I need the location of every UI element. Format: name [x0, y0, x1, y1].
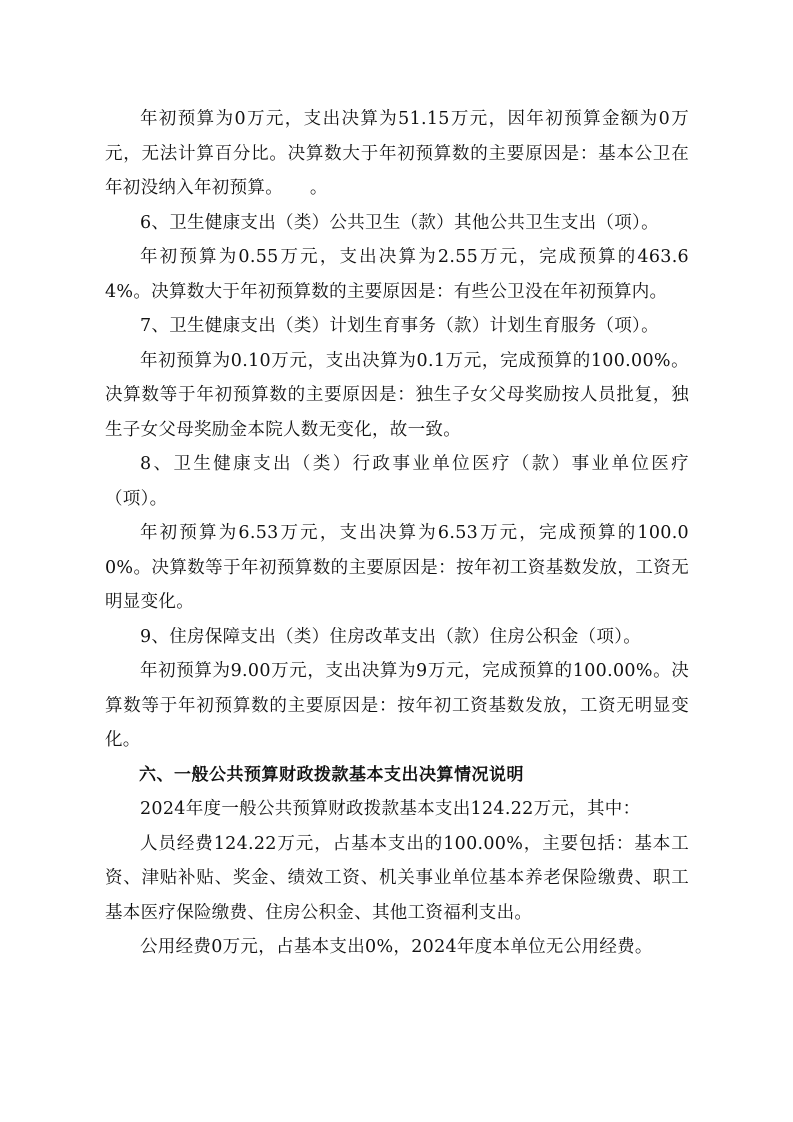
paragraph-item-8-detail: 年初预算为6.53万元，支出决算为6.53万元，完成预算的100.00%。决算数等于年初预算数的主要原因是：按年初工资基数发放，工资无明显变化。: [105, 523, 689, 612]
paragraph-item-9-detail: 年初预算为9.00万元，支出决算为9万元，完成预算的100.00%。决算数等于年初预算数的主要原因是：按年初工资基数发放，工资无明显变化。: [105, 661, 689, 750]
paragraph-basic-expenditure-total: 2024年度一般公共预算财政拨款基本支出124.22万元，其中：: [140, 799, 641, 819]
paragraph-public-expenses: 公用经费0万元，占基本支出0%，2024年度本单位无公用经费。: [140, 937, 653, 957]
section-heading: 六、一般公共预算财政拨款基本支出决算情况说明: [139, 764, 524, 785]
paragraph-item-6-detail: 年初预算为0.55万元，支出决算为2.55万元，完成预算的463.64%。决算数大于年初预算数的主要原因是：有些公卫没在年初预算内。: [105, 247, 689, 302]
item-7-title: 7、卫生健康支出（类）计划生育事务（款）计划生育服务（项）。: [140, 316, 659, 336]
paragraph-item-7-detail: 年初预算为0.10万元，支出决算为0.1万元，完成预算的100.00%。决算数等于年初预算数的主要原因是：独生子女父母奖励按人员批复，独生子女父母奖励金本院人数无变化，故一致。: [105, 350, 689, 440]
paragraph-budget-public-health-other: 年初预算为0万元，支出决算为51.15万元，因年初预算金额为0万元，无法计算百分比。决算数大于年初预算数的主要原因是：基本公卫在年初没纳入年初预算。 。: [105, 109, 689, 198]
paragraph-personnel-expenses: 人员经费124.22万元，占基本支出的100.00%，主要包括：基本工资、津贴补贴、奖金、绩效工资、机关事业单位基本养老保险缴费、职工基本医疗保险缴费、住房公积金、其他工资福利支出。: [105, 833, 689, 923]
item-6-title: 6、卫生健康支出（类）公共卫生（款）其他公共卫生支出（项）。: [140, 212, 659, 233]
item-9-title: 9、住房保障支出（类）住房改革支出（款）住房公积金（项）。: [140, 626, 642, 647]
document-body: [105, 102, 689, 965]
item-8-title: 8、卫生健康支出（类）行政事业单位医疗（款）事业单位医疗（项）。: [105, 454, 689, 509]
